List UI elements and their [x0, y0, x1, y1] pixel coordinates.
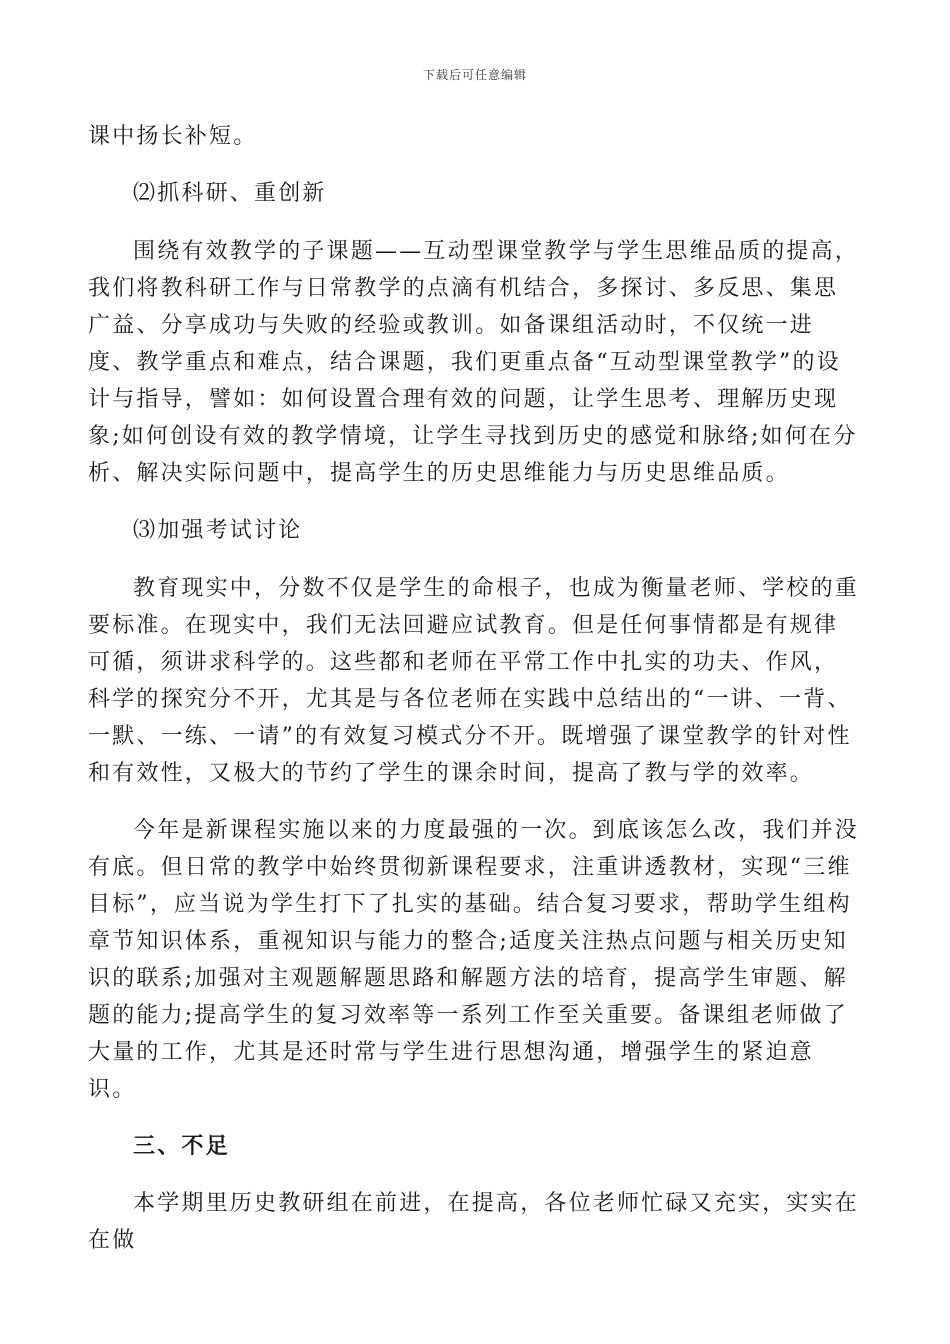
subheading-research: ⑵抓科研、重创新 — [133, 181, 327, 206]
paragraph-shortcomings: 本学期里历史教研组在前进，在提高，各位老师忙碌又充实，实实在在做 — [88, 1191, 860, 1253]
section-heading-shortcomings: 三、不足 — [133, 1133, 230, 1159]
paragraph-exam: 教育现实中，分数不仅是学生的命根子，也成为衡量老师、学校的重要标准。在现实中，我们无法回避应试教育。但是任何事情都是有规律可循，须讲求科学的。这些都和老师在平常工作中扎实的功夫、作风，科学的探究分不开，尤其是与各位老师在实践中总结出的“一讲、一背、一默、一练、一请”的有效复习模式分不开。既增强了课堂教学的针对性和有效性，又极大的节约了学生的课余时间，提高了教与学的效率。 — [88, 576, 860, 786]
paragraph-new-curriculum: 今年是新课程实施以来的力度最强的一次。到底该怎么改，我们并没有底。但日常的教学中始终贯彻新课程要求，注重讲透教材，实现“三维目标”，应当说为学生打下了扎实的基础。结合复习要求，帮助学生组构章节知识体系，重视知识与能力的整合;适度关注热点问题与相关历史知识的联系;加强对主观题解题思路和解题方法的培育，提高学生审题、解题的能力;提高学生的复习效率等一系列工作至关重要。备课组老师做了大量的工作，尤其是还时常与学生进行思想沟通，增强学生的紧迫意识。 — [88, 818, 860, 1102]
document-body — [88, 118, 862, 1279]
paragraph-research: 围绕有效教学的子课题——互动型课堂教学与学生思维品质的提高，我们将教科研工作与日常教学的点滴有机结合，多探讨、多反思、集思广益、分享成功与失败的经验或教训。如备课组活动时，不仅统一进度、教学重点和难点，结合课题，我们更重点备“互动型课堂教学”的设计与指导，譬如：如何设置合理有效的问题，让学生思考、理解历史现象;如何创设有效的教学情境，让学生寻找到历史的感觉和脉络;如何在分析、解决实际问题中，提高学生的历史思维能力与历史思维品质。 — [88, 239, 860, 486]
page-header-watermark: 下载后可任意编辑 — [422, 68, 527, 82]
subheading-exam: ⑶加强考试讨论 — [133, 518, 303, 543]
paragraph-continuation: 课中扬长补短。 — [88, 124, 258, 149]
